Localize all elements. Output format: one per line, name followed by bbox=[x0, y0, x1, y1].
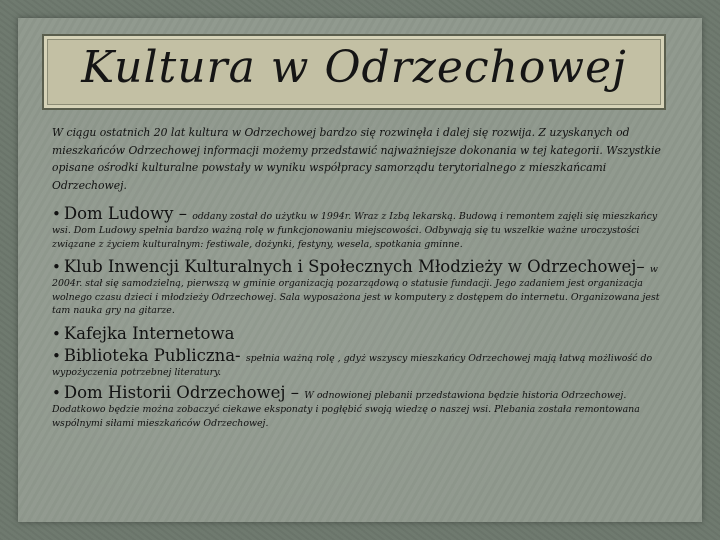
bullet-icon: • bbox=[52, 346, 61, 365]
bullet-icon: • bbox=[52, 384, 61, 402]
list-item bbox=[52, 257, 662, 318]
list-item bbox=[52, 383, 662, 430]
list-item bbox=[52, 324, 662, 344]
page-title: Kultura w Odrzechowej bbox=[81, 42, 627, 93]
item-heading: Dom Historii Odrzechowej bbox=[63, 383, 286, 402]
list-item bbox=[52, 346, 662, 380]
bullet-icon: • bbox=[52, 258, 61, 276]
item-heading: Kafejka Internetowa bbox=[63, 323, 235, 343]
item-description: w 2004r. stał się samodzielną, pierwszą w gminie organizacją pozarządową o statusie fundacji. Jego zadaniem jest organizacja wolnego czasu dzieci i młodzieży Odrzechowej. Sala wyposażona jest w komputery z dostępem do internetu. Organizowana jest tam nauka gry na gitarze. bbox=[52, 264, 660, 316]
item-heading: Biblioteka Publiczna bbox=[63, 345, 236, 365]
item-separator: – bbox=[173, 204, 193, 223]
slide-content bbox=[52, 124, 662, 436]
item-heading: Dom Ludowy bbox=[63, 204, 174, 223]
item-separator: – bbox=[285, 383, 305, 402]
item-description: W odnowionej plebanii przedstawiona będzie historia Odrzechowej. Dodatkowo będzie można zobaczyć ciekawe eksponaty i pogłębić swoją wiedzę o naszej wsi. Plebania została remontowana wspólnymi siłami mieszkańców Odrzechowej. bbox=[52, 390, 640, 429]
list-item bbox=[52, 204, 662, 251]
bullet-icon: • bbox=[52, 324, 61, 343]
item-description: spełnia ważną rolę , gdyż wszyscy mieszkańcy Odrzechowej mają łatwą możliwość do wypożyczenia potrzebnej literatury. bbox=[52, 352, 653, 378]
title-banner bbox=[42, 34, 666, 110]
item-separator: - bbox=[235, 345, 246, 365]
item-description: oddany został do użytku w 1994r. Wraz z Izbą lekarską. Budową i remontem zajęli się mieszkańcy wsi. Dom Ludowy spełnia bardzo ważną rolę w funkcjonowaniu miejscowości. Odbywają się tu wszelkie ważne uroczystości związane z życiem kulturalnym: festiwale, dożynki, festyny, wesela, spotkania gminne. bbox=[52, 211, 658, 250]
item-separator: – bbox=[636, 257, 650, 276]
item-heading: Klub Inwencji Kulturalnych i Społecznych Młodzieży w Odrzechowej bbox=[63, 257, 637, 276]
bullet-icon: • bbox=[52, 205, 61, 223]
intro-paragraph: W ciągu ostatnich 20 lat kultura w Odrzechowej bardzo się rozwinęła i dalej się rozwija. Z uzyskanych od mieszkańców Odrzechowej informacji możemy przedstawić najważniejsze dokonania w tej kategorii. Wszystkie opisane ośrodki kulturalne powstały w wyniku współpracy samorządu terytorialnego z mieszkańcami Odrzechowej. bbox=[52, 126, 661, 192]
